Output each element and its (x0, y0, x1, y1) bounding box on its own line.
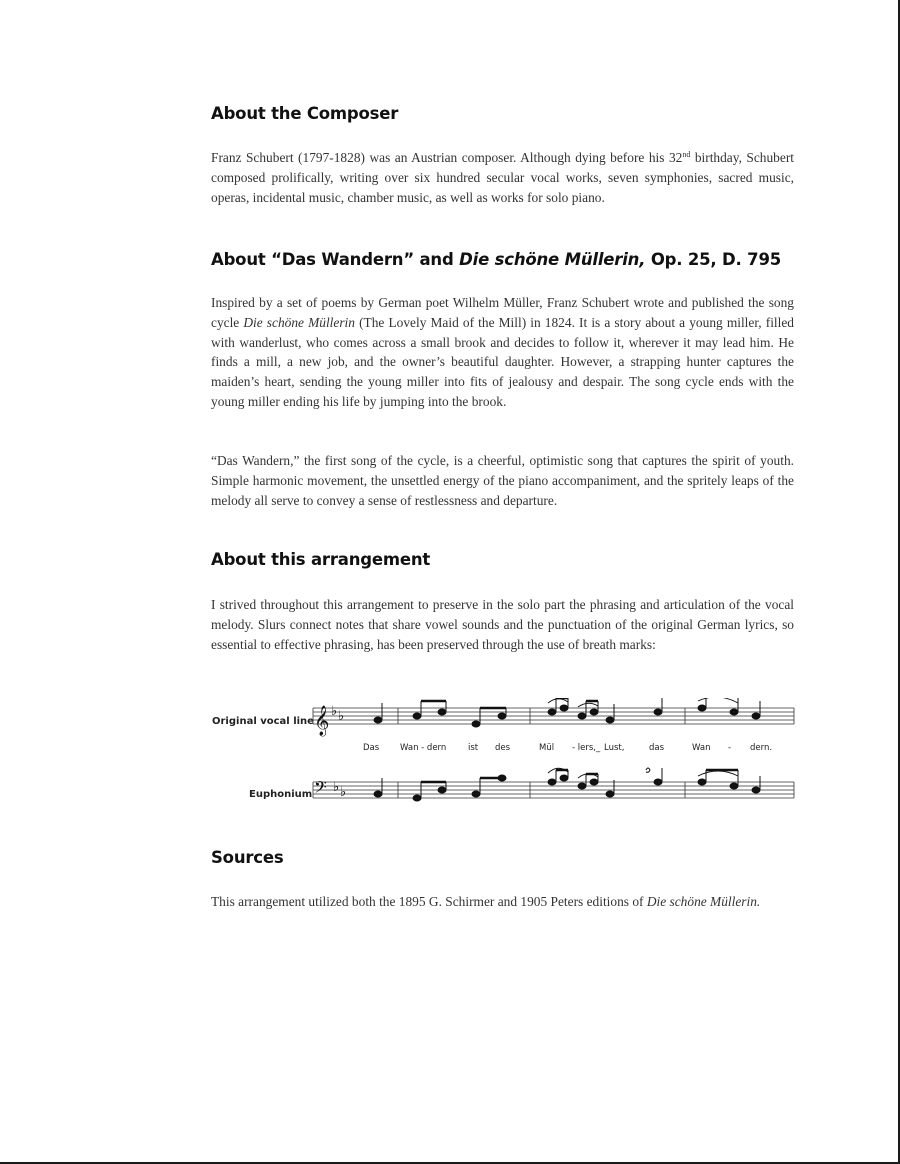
song-paragraph-2: “Das Wandern,” the first song of the cycle, is a cheerful, optimistic song that captures the spirit of youth. Simple harmonic movement, the unsettled energy of the piano accompaniment, and the spritely leaps of the melody all serve to convey a sense of restlessness and departure. (211, 453, 794, 508)
lyric-syllable: ist (468, 743, 479, 753)
heading-about-composer: About the Composer (211, 104, 399, 123)
lyric-syllable: dern. (750, 743, 773, 753)
flat-icon: ♭ (340, 785, 347, 800)
vocal-slurs (548, 698, 738, 707)
sources-paragraph: This arrangement utilized both the 1895 G. Schirmer and 1905 Peters editions of Die schöne Müllerin. (211, 894, 761, 909)
vocal-line-label: Original vocal line (212, 716, 314, 727)
euphonium-notes (374, 768, 760, 801)
lyric-syllable: des (495, 743, 511, 753)
vocal-notes (374, 698, 760, 727)
lyric-syllable: Lust, (604, 743, 625, 753)
flat-icon: ♭ (331, 704, 338, 719)
lyric-syllable: Wan - dern (400, 743, 447, 753)
ordinal-superscript: nd (682, 150, 691, 159)
lyric-syllable: - lers,_ (572, 743, 601, 753)
lyric-syllable: - (728, 743, 732, 753)
lyric-syllable: Mül (539, 743, 555, 753)
composer-paragraph: Franz Schubert (1797-1828) was an Austrian composer. Although dying before his 32nd birthday, Schubert composed prolifically, writing over six hundred secular vocal works, seven symphonies, sacred music, operas, incidental music, chamber music, as well as works for solo piano. (211, 150, 794, 205)
lyric-syllable: Das (363, 743, 380, 753)
lyric-syllable: Wan (692, 743, 711, 753)
arrangement-paragraph: I strived throughout this arrangement to preserve in the solo part the phrasing and articulation of the vocal melody. Slurs connect notes that share vowel sounds and the punctuation of the original German lyrics, so essential to effective phrasing, has been preserved through the use of breath marks: (211, 597, 794, 652)
treble-clef-icon: 𝄞 (314, 706, 330, 736)
heading-about-arrangement: About this arrangement (211, 550, 431, 569)
heading-about-song: About “Das Wandern” and Die schöne Müllerin, Op. 25, D. 795 (211, 250, 782, 269)
lyric-syllable: das (649, 743, 665, 753)
lyrics (363, 743, 772, 753)
music-example (212, 698, 802, 808)
song-paragraph-1: Inspired by a set of poems by German poet Wilhelm Müller, Franz Schubert wrote and published the song cycle Die schöne Müllerin (The Lovely Maid of the Mill) in 1824. It is a story about a young miller, filled with wanderlust, who comes across a small brook and decides to follow it, wherever it may lead him. He finds a mill, a new job, and the owner’s beautiful daughter. However, a strapping hunter captures the maiden’s heart, sending the young miller into fits of jealousy and despair. The song cycle ends with the young miller ending his life by jumping into the brook. (211, 295, 794, 409)
bass-clef-icon: 𝄢 (314, 777, 327, 801)
heading-sources: Sources (211, 848, 284, 867)
euphonium-label: Euphonium (249, 789, 313, 800)
breath-mark-icon (646, 768, 650, 772)
flat-icon: ♭ (333, 780, 340, 795)
flat-icon: ♭ (338, 709, 345, 724)
